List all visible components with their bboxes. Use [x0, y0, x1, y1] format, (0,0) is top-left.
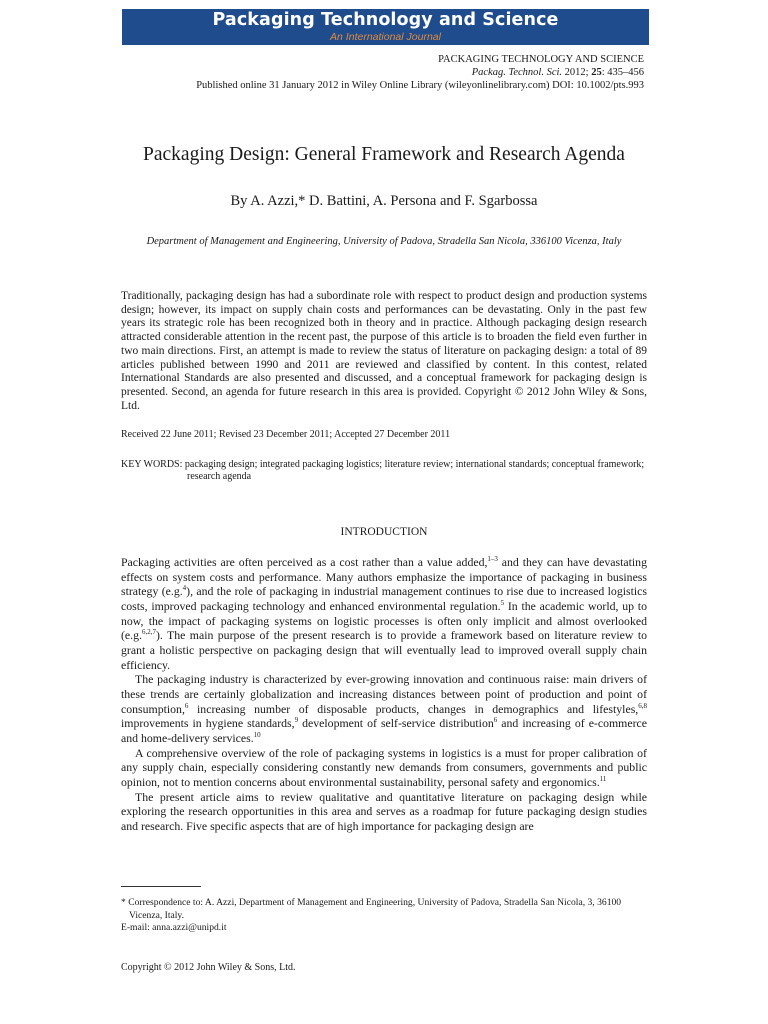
journal-meta [196, 53, 644, 92]
citation-ref: 6,8 [638, 701, 647, 710]
citation-ref: 6 [184, 701, 189, 710]
journal-name: PACKAGING TECHNOLOGY AND SCIENCE [438, 54, 644, 65]
page-copyright: Copyright © 2012 John Wiley & Sons, Ltd. [121, 962, 296, 973]
citation-ref: 5 [500, 599, 505, 608]
abstract: Traditionally, packaging design has had a subordinate role with respect to product design and production systems design; however, its impact on supply chain costs and performances can be devastating. Only in the past few years its strategic role has been recognized both in theory and in practice. Although packaging design research attracted considerable attention in the recent past, the purpose of this article is to broaden the field even further in two main directions. First, an attempt is made to review the status of literature on packaging design: a total of 89 articles published between 1990 and 2011 are reviewed and classified by content. In this contest, related International Standards are also presented and discussed, and a conceptual framework for packaging design is presented. Second, an agenda for future research in this area is provided. Copyright © 2012 John Wiley & Sons, Ltd. [121, 290, 647, 412]
footnote-rule [121, 886, 201, 887]
journal-banner-subtitle: An International Journal [330, 31, 441, 43]
citation-ref: 10 [253, 730, 261, 739]
correspondence-email: E-mail: anna.azzi@unipd.it [121, 922, 227, 933]
received-dates: Received 22 June 2011; Revised 23 December 2011; Accepted 27 December 2011 [121, 429, 451, 440]
citation-ref: 6 [493, 716, 498, 725]
citation-ref: 11 [599, 774, 607, 783]
published-line: Published online 31 January 2012 in Wiley Online Library (wileyonlinelibrary.com) DOI: 10.1002/pts.993 [196, 80, 644, 91]
paragraph-4: The present article aims to review qualitative and quantitative literature on packaging design while exploring the research opportunities in this area and serves as a roadmap for future packaging design studies and research. Five specific aspects that are of high importance for packaging design are [121, 789, 647, 833]
article-affiliation: Department of Management and Engineering, University of Padova, Stradella San Nicola, 336100 Vicenza, Italy [146, 236, 622, 247]
journal-banner-title: Packaging Technology and Science [212, 10, 559, 30]
paragraph-2: The packaging industry is characterized by ever-growing innovation and continuous raise: main drivers of these trends are certainly globalization and increasing distances between point of production and point of consumption,$^6$ increasing number of disposable products, changes in demographics and lifestyles,$^{6,8}$ improvements in hygiene standards,$^9$ development of self-service distribution$^6$ and increasing of e-commerce and home-delivery services.$^{10}$ [121, 672, 647, 745]
correspondence-note: * Correspondence to: A. Azzi, Department of Management and Engineering, University of Padova, Stradella San Nicola, 3, 36100 Vicenza, Italy. [121, 897, 622, 921]
article-authors: By A. Azzi,* D. Battini, A. Persona and F. Sgarbossa [230, 193, 538, 209]
citation-ref: 6,2,7 [141, 628, 156, 637]
section-heading: INTRODUCTION [340, 526, 428, 538]
citation-year: 2012; [564, 67, 589, 78]
paragraph-1: Packaging activities are often perceived as a cost rather than a value added,$^{1-3}$ and they can have devastating effects on system costs and performance. Many authors emphasize the importance of packaging in business strategy (e.g.$^4$), and the role of packaging in industrial management continues to rise due to increased logistics costs, improved packaging technology and enhanced environmental regulation.$^5$ In the academic world, up to now, the impact of packaging systems on logistic processes is often only implicit and almost overlooked (e.g.$^{6,2,7}$). The main purpose of the present research is to provide a framework based on literature review to grant a holistic perspective on packaging design that will eventually lead to improved overall supply chain efficiency. [121, 555, 647, 672]
paragraph-3: A comprehensive overview of the role of packaging systems in logistics is a must for proper calibration of any supply chain, especially considering constantly new demands from consumers, governments and public opinion, not to mention concerns about environmental sustainability, personal safety and ergonomics.$^{11}$ [121, 745, 647, 789]
citation-abbrev: Packag. Technol. Sci. [471, 67, 563, 78]
journal-citation [196, 66, 644, 79]
journal-banner [122, 9, 649, 45]
footnote [121, 897, 647, 935]
article-title: Packaging Design: General Framework and Research Agenda [143, 144, 625, 165]
citation-ref: 1–3 [487, 555, 498, 564]
keywords-label: KEY WORDS: [121, 459, 183, 470]
body-text [121, 555, 647, 833]
citation-ref: 4 [182, 584, 187, 593]
citation-volume: 25 [591, 67, 602, 78]
keywords [121, 459, 647, 484]
citation-ref: 9 [294, 716, 299, 725]
citation-pages: : 435–456 [601, 67, 644, 78]
keywords-list: packaging design; integrated packaging logistics; literature review; international standards; conceptual framework; research agenda [184, 459, 645, 483]
